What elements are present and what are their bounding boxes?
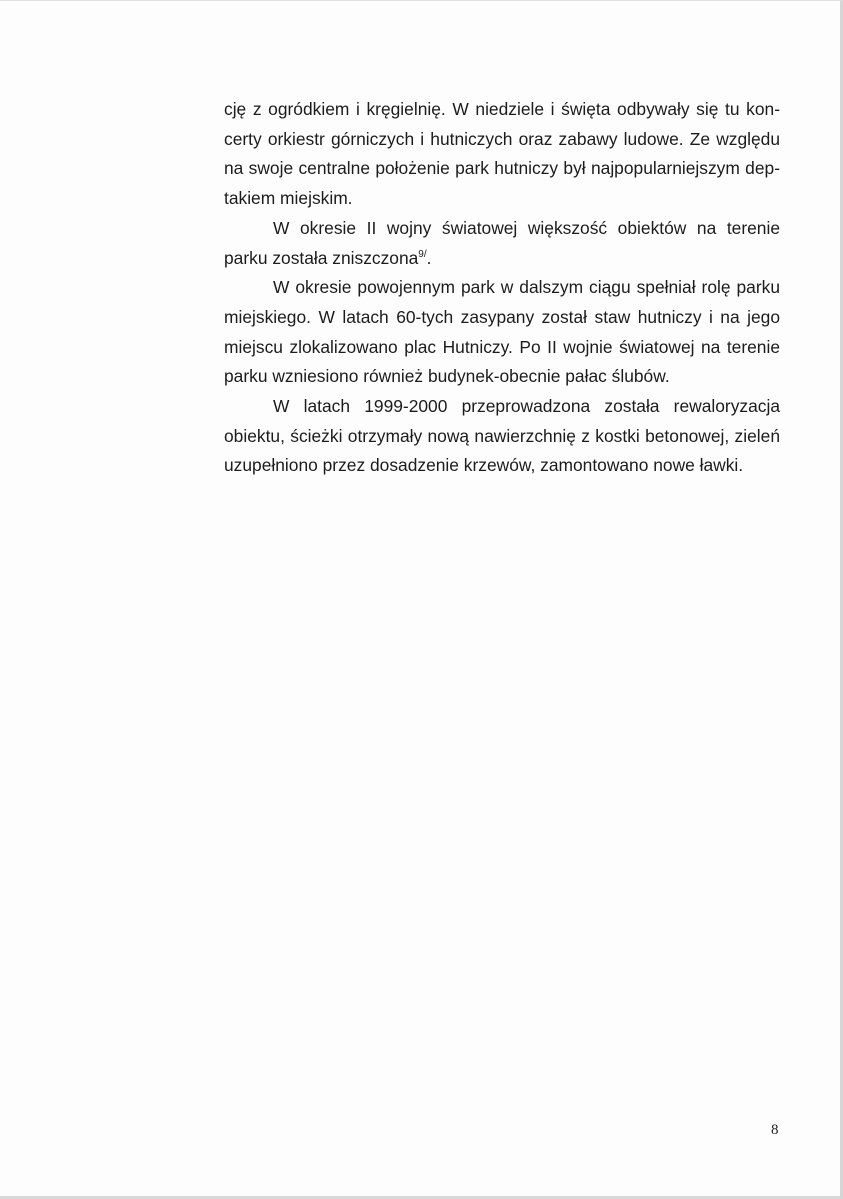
paragraph-1: cję z ogródkiem i kręgielnię. W niedziele i święta odbywały się tu koncerty orkiestr górniczych i hutniczych oraz zabawy ludowe. Ze względu na swoje centralne położenie park hutniczy był najpopularniejszym deptakiem miejskim.: [224, 99, 780, 209]
paragraph-2: [224, 214, 780, 273]
paragraph-3: W okresie powojennym park w dalszym ciągu spełniał rolę parku miejskiego. W latach 60-tych zasypany został staw hutniczy i na jego miejscu zlokalizowano plac Hutniczy. Po II wojnie światowej na terenie parku wzniesiono również budynek-obecnie pałac ślubów.: [224, 277, 780, 387]
body-text: [224, 95, 780, 481]
footnote-marker: 9/: [418, 248, 427, 260]
page-number: 8: [771, 1122, 779, 1138]
paragraph-2-text: W okresie II wojny światowej większość obiektów na terenie parku została zniszczona: [224, 217, 780, 268]
paragraph-2-end: .: [426, 247, 432, 268]
paragraph-4: W latach 1999-2000 przeprowadzona została rewaloryzacja obiektu, ścieżki otrzymały nową nawierzchnię z kostki betonowej, zieleń uzupełniono przez dosadzenie krzewów, zamontowano nowe ławki.: [224, 396, 780, 476]
